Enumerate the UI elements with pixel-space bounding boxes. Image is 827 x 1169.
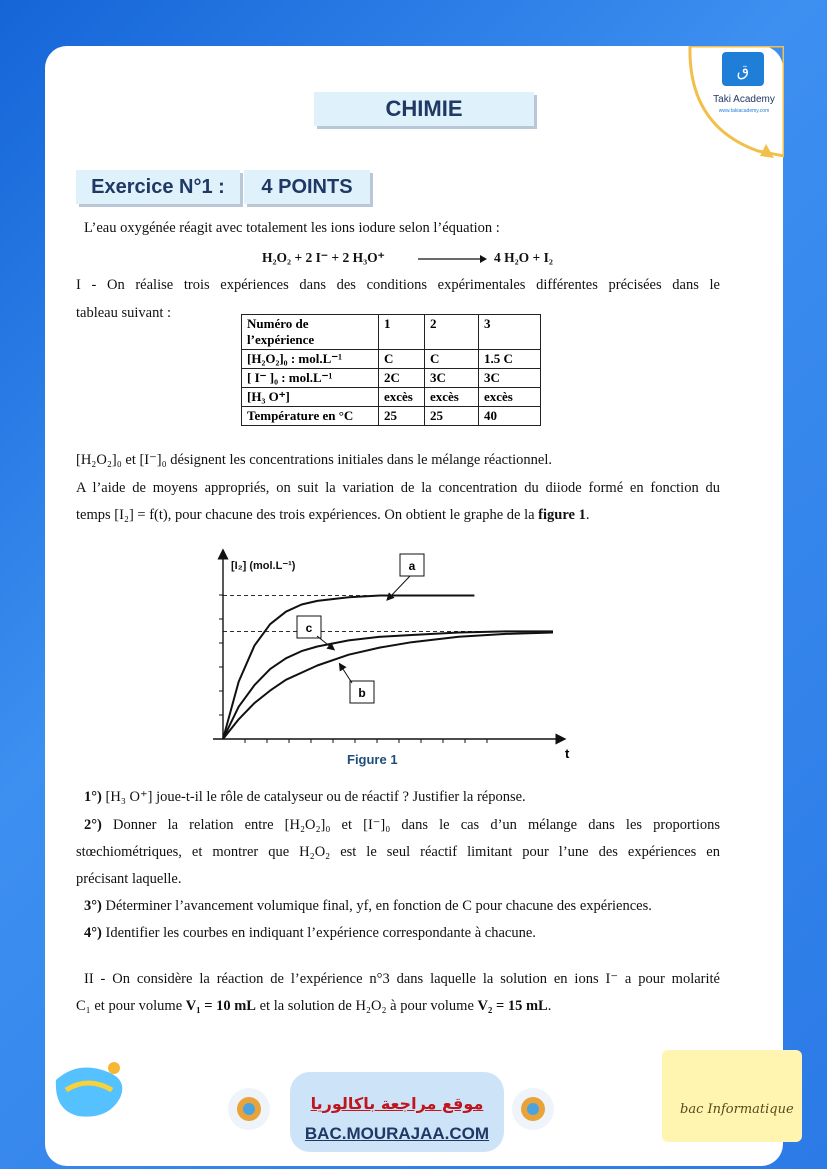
label-c-text: c <box>305 621 313 635</box>
svg-text:www.takiacademy.com: www.takiacademy.com <box>718 108 770 114</box>
question-3 <box>84 896 652 916</box>
table-cell: [H₃ O⁺] <box>242 388 379 407</box>
badge-left-icon <box>228 1088 270 1130</box>
table-cell: 3 <box>479 315 541 350</box>
table-row <box>242 350 541 369</box>
question-number: 1°) <box>84 789 102 805</box>
curve-label-c <box>297 616 332 648</box>
bac-informatique-logo <box>662 1050 802 1142</box>
footer-site-url[interactable]: BAC.MOURAJAA.COM <box>304 1124 490 1143</box>
table-cell: 1 <box>379 315 425 350</box>
equation-right: 4 H₂O + I₂ <box>494 250 553 265</box>
table-cell: 40 <box>479 407 541 426</box>
table-cell: 25 <box>425 407 479 426</box>
table-cell: excès <box>379 388 425 407</box>
x-axis-label: t <box>565 746 570 761</box>
curve-b <box>223 633 553 740</box>
note-1: [H₂O₂]₀ et [I⁻]₀ désignent les concentrations initiales dans le mélange réactionnel. <box>76 452 553 468</box>
table-row <box>242 407 541 426</box>
question-2-line3: précisant laquelle. <box>76 871 182 887</box>
footer-site-arabic[interactable]: موقع مراجعة باكالوريا <box>310 1094 484 1113</box>
table-cell: 3C <box>425 369 479 388</box>
table-cell: excès <box>425 388 479 407</box>
table-cell: C <box>379 350 425 369</box>
table-row <box>242 369 541 388</box>
table-cell: C <box>425 350 479 369</box>
table-cell: 3C <box>479 369 541 388</box>
question-1 <box>84 787 526 807</box>
svg-text:ق: ق <box>736 61 750 80</box>
curve-a <box>223 596 474 740</box>
note-3-end: . <box>585 507 590 523</box>
volume-v1: V₁ = 10 mL <box>185 998 256 1014</box>
footer-site-banner[interactable] <box>290 1072 504 1152</box>
note-3-text: temps [I₂] = f(t), pour chacune des trois expériences. On obtient le graphe de la <box>76 507 539 523</box>
y-axis-label: [I₂] (mol.L⁻¹) <box>231 560 296 572</box>
figure-reference: figure 1 <box>538 507 586 523</box>
curve-label-b <box>341 666 374 703</box>
svg-text:Taki Academy: Taki Academy <box>713 94 775 105</box>
part2-text: . <box>547 998 552 1014</box>
exercise-label: Exercice N°1 : <box>76 170 240 204</box>
part1-line2: tableau suivant : <box>76 305 172 321</box>
table-row <box>242 315 541 350</box>
taki-academy-logo <box>688 46 784 146</box>
experiment-table <box>241 314 541 426</box>
question-number: 3°) <box>84 898 102 914</box>
equation-left: H₂O₂ + 2 I⁻ + 2 H₃O⁺ <box>262 250 385 265</box>
question-text: Déterminer l’avancement volumique final, yf, en fonction de C pour chacune des expériences. <box>101 898 652 914</box>
table-cell: 2 <box>425 315 479 350</box>
question-4 <box>84 923 536 943</box>
part2-line1: II - On considère la réaction de l’expérience n°3 dans laquelle la solution en ions I⁻ a pour molarité <box>84 971 720 987</box>
curve-c <box>223 631 553 739</box>
question-2-line2: stœchiométriques, et montrer que H₂O₂ est le seul réactif limitant pour l’une des expériences en <box>76 844 720 860</box>
badge-right-icon <box>512 1088 554 1130</box>
part2-line2 <box>76 996 551 1016</box>
question-2-line1 <box>84 815 720 835</box>
table-cell: Température en °C <box>242 407 379 426</box>
table-cell: [ I⁻ ]₀ : mol.L⁻¹ <box>242 369 379 388</box>
asymptotes <box>223 596 549 632</box>
table-cell: excès <box>479 388 541 407</box>
table-row <box>242 388 541 407</box>
figure-caption: Figure 1 <box>347 752 398 767</box>
question-number: 4°) <box>84 925 102 941</box>
question-text: Identifier les courbes en indiquant l’expérience correspondante à chacune. <box>101 925 536 941</box>
subject-title: CHIMIE <box>314 92 534 126</box>
note-3 <box>76 505 589 525</box>
table-cell: Numéro de l’expérience <box>242 315 379 350</box>
intro-text: L’eau oxygénée réagit avec totalement les ions iodure selon l’équation : <box>84 220 500 236</box>
table-cell: 1.5 C <box>479 350 541 369</box>
bac-informatique-text: bac Informatique <box>680 1102 794 1117</box>
curve-label-a <box>389 554 424 598</box>
table-cell: 25 <box>379 407 425 426</box>
question-number: 2°) <box>84 817 102 833</box>
question-text: Donner la relation entre [H₂O₂]₀ et [I⁻]₀ dans le cas d’un mélange dans les proportions <box>101 817 720 833</box>
part2-text: et la solution de H₂O₂ à pour volume <box>255 998 478 1014</box>
axis-ticks <box>219 595 487 743</box>
table-cell: [H₂O₂]₀ : mol.L⁻¹ <box>242 350 379 369</box>
exercise-points: 4 POINTS <box>244 170 370 204</box>
volume-v2: V₂ = 15 mL <box>477 998 548 1014</box>
part2-text: C₁ et pour volume <box>76 998 186 1014</box>
question-text: [H₃ O⁺] joue-t-il le rôle de catalyseur ou de réactif ? Justifier la réponse. <box>101 789 526 805</box>
label-a-text: a <box>408 559 416 573</box>
label-b-text: b <box>358 686 366 700</box>
table-cell: 2C <box>379 369 425 388</box>
part1-line1: I - On réalise trois expériences dans des conditions expérimentales différentes précisées dans le <box>76 277 720 293</box>
left-brand-logo <box>48 1050 138 1130</box>
equation-arrow <box>418 252 488 270</box>
curves <box>223 596 553 740</box>
figure-1-chart <box>205 548 585 768</box>
note-2: A l’aide de moyens appropriés, on suit la variation de la concentration du diiode formé en fonction du <box>76 480 720 496</box>
